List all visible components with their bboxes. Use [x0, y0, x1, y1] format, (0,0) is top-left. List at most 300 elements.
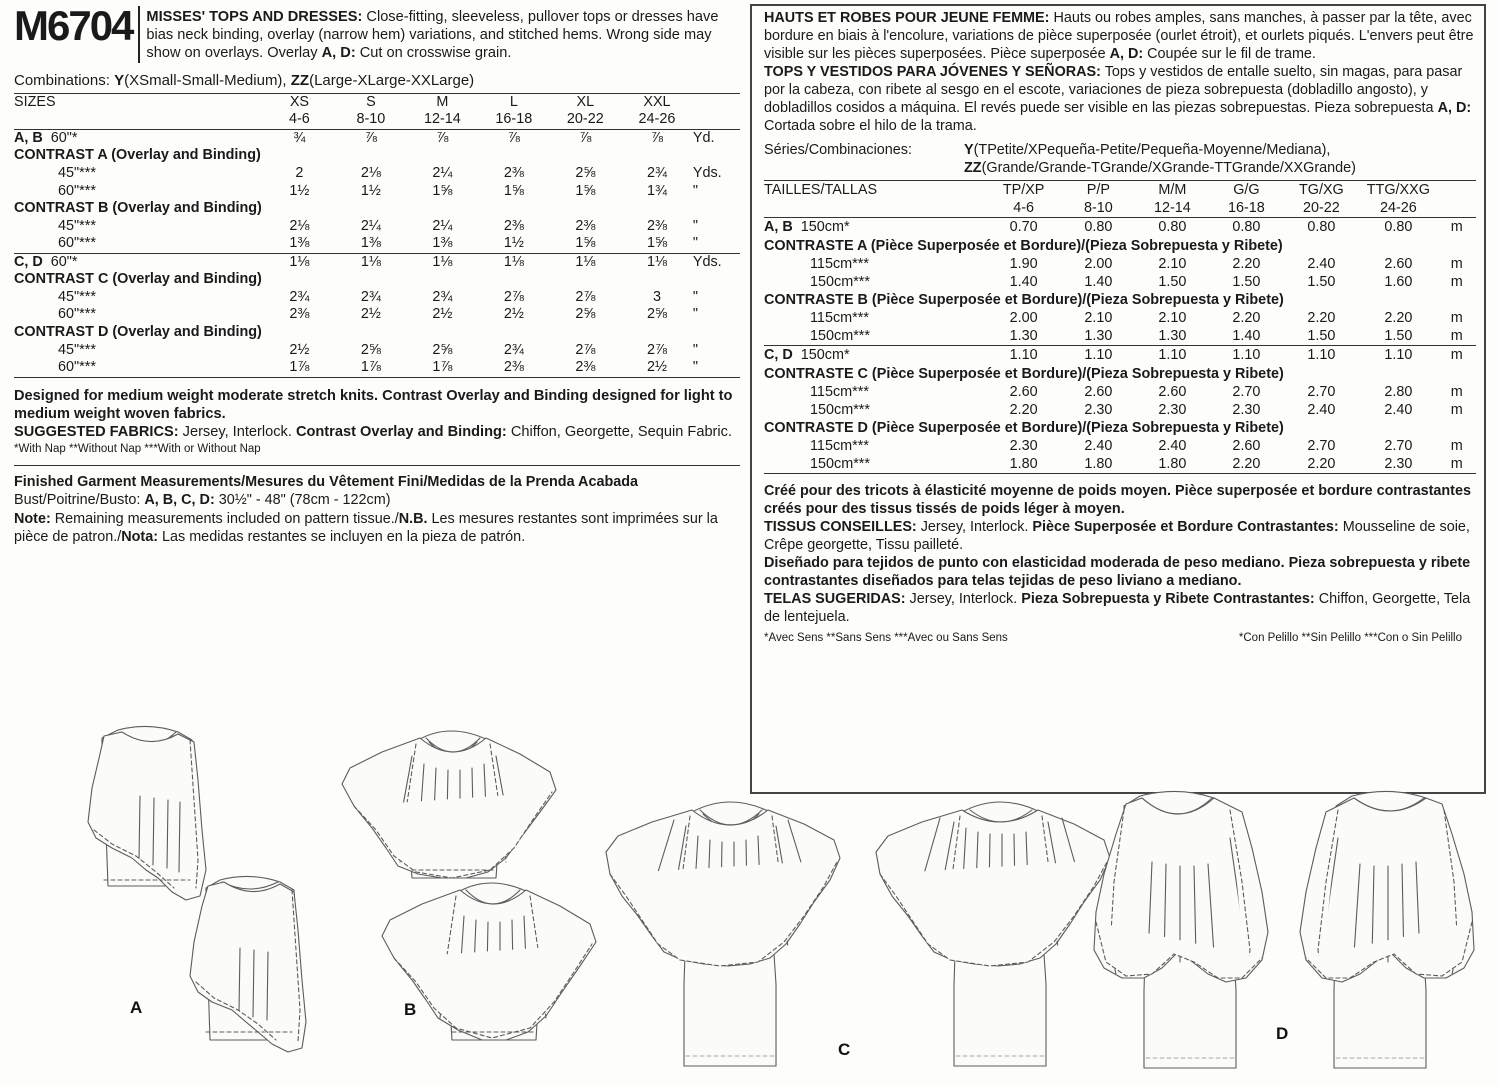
yardage-section-label: CONTRAST D (Overlay and Binding)	[14, 324, 262, 341]
yardage-unit-cell: m	[1437, 455, 1476, 474]
yardage-row-width: 150cm***	[810, 456, 870, 473]
contrast-fabrics-body-fr: Mousseline de soie, Crêpe georgette, Tissu pailleté.	[764, 519, 1470, 554]
yardage-unit-cell: "	[693, 359, 740, 377]
yardage-size-number: 8-10	[335, 111, 406, 129]
yardage-sizes-label: SIZES	[14, 93, 264, 111]
yardage-row-label	[764, 401, 986, 419]
yardage-cell: 1.10	[1061, 346, 1135, 365]
yardage-row-width: 115cm***	[810, 438, 869, 455]
yardage-cell: 0.80	[1232, 219, 1261, 236]
yardage-row-label	[14, 235, 264, 253]
yardage-row-label	[764, 327, 986, 346]
yardage-cell: 1.40	[1084, 273, 1113, 290]
contrast-fabrics-body-es: Chiffon, Georgette, Tela de lentejuela.	[764, 590, 1471, 625]
yardage-cell: 1⅝	[575, 235, 596, 252]
yardage-row-width: 60"***	[58, 359, 96, 376]
yardage-data-row	[14, 253, 740, 271]
pattern-number: M6704	[14, 2, 133, 49]
french-description	[764, 10, 1474, 135]
yardage-cell: 1.10	[1283, 346, 1359, 365]
yardage-unit-cell: m	[1450, 255, 1463, 272]
english-description-body: Close-fitting, sleeveless, pullover tops or dresses have bias neck binding, overlay (narrow hem) variations, and stitched hems. Wrong side may show on overlays. Overlay	[146, 9, 719, 62]
view-letter-b: B	[404, 1000, 417, 1019]
yardage-cell: 2⅛	[360, 164, 381, 181]
yardage-row-label	[14, 218, 264, 236]
metric-size-number-spacer	[764, 199, 986, 218]
yardage-cell: 1.10	[1209, 346, 1283, 365]
yardage-row-group: C, D	[14, 253, 51, 270]
yardage-cell: 2.20	[1384, 310, 1413, 327]
yardage-unit-cell: m	[1450, 383, 1463, 400]
yardage-cell: 2⅞	[575, 288, 596, 305]
yardage-section-label: CONTRASTE C (Pièce Superposée et Bordure)/(Pieza Sobrepuesta y Ribete)	[764, 365, 1284, 382]
yardage-data-row	[14, 342, 740, 360]
metric-unit-header	[1437, 181, 1476, 200]
yardage-row-group: A, B	[14, 129, 51, 146]
yardage-size-letter: XXL	[621, 93, 693, 111]
metric-size-number: 4-6	[986, 199, 1062, 218]
yardage-cell: ¾	[293, 129, 306, 146]
yardage-cell: 2⅜	[646, 217, 667, 234]
yardage-cell: 0.80	[1307, 219, 1336, 236]
yardage-data-row	[14, 289, 740, 307]
yardage-cell: 2½	[621, 359, 693, 377]
yardage-section-label: CONTRAST A (Overlay and Binding)	[14, 147, 261, 164]
yardage-unit-cell: "	[692, 217, 698, 234]
view-letter-c: C	[838, 1040, 851, 1059]
metric-table-header	[764, 181, 1476, 218]
suggested-fabrics-label-es: TELAS SUGERIDAS:	[764, 590, 906, 607]
yardage-unit-cell: Yds.	[692, 164, 722, 181]
metric-size-letter: M/M	[1135, 181, 1209, 200]
yardage-section-row	[14, 147, 740, 165]
finished-garment-measurements	[14, 473, 740, 546]
fgm-note-label-fr: N.B.	[398, 510, 428, 527]
yardage-cell: 1.80	[1061, 455, 1135, 474]
yardage-row-width: 45"***	[58, 217, 96, 234]
yardage-cell: 2.40	[1307, 255, 1336, 272]
yardage-row-width: 60"*	[50, 253, 78, 270]
yardage-cell: 2.30	[1084, 401, 1113, 418]
nap-legend-fr: *Avec Sens **Sans Sens ***Avec ou Sans Sens	[764, 631, 1008, 644]
yardage-unit-header	[693, 93, 740, 111]
yardage-row-label	[14, 359, 264, 377]
yardage-table-body	[14, 129, 740, 377]
yardage-cell: 2.30	[1009, 438, 1038, 455]
yardage-cell: 1⅝	[646, 235, 667, 252]
yardage-cell: 2.60	[1084, 383, 1113, 400]
english-description-title: MISSES' TOPS AND DRESSES:	[146, 9, 363, 25]
yardage-row-width: 115cm***	[810, 310, 869, 327]
yardage-cell: 1⅛	[264, 253, 335, 271]
yardage-cell: 2⅜	[503, 217, 524, 234]
combinations-line	[14, 72, 740, 89]
yardage-row-width: 45"***	[58, 164, 96, 181]
yardage-cell: 2.40	[1084, 438, 1113, 455]
yardage-unit-cell: m	[1450, 401, 1463, 418]
yardage-cell: 1.40	[1232, 328, 1261, 345]
yardage-section-row	[764, 291, 1476, 309]
spanish-description-title: TOPS Y VESTIDOS PARA JÓVENES Y SEÑORAS:	[764, 63, 1101, 80]
yardage-row-label	[764, 309, 986, 327]
yardage-size-number-spacer	[14, 111, 264, 129]
yardage-cell: 2.40	[1158, 438, 1187, 455]
yardage-row-label	[14, 342, 264, 360]
yardage-unit-cell: "	[692, 341, 698, 358]
yardage-row-group: A, B	[764, 219, 801, 236]
yardage-unit-spacer	[693, 111, 740, 129]
french-description-tail: Coupée sur le fil de trame.	[1143, 45, 1316, 62]
garment-illustration-view-c-front	[600, 784, 860, 1082]
garment-illustration-view-a	[40, 710, 340, 1060]
yardage-row-width: 150cm*	[800, 219, 850, 236]
yardage-data-row	[764, 437, 1476, 455]
spanish-description-tail: Cortada sobre el hilo de la trama.	[764, 117, 977, 134]
metric-size-number: 8-10	[1061, 199, 1135, 218]
yardage-cell: 2.30	[1158, 401, 1187, 418]
fgm-note-en: Remaining measurements included on pattern tissue./	[50, 510, 399, 527]
yardage-row-label	[14, 129, 264, 147]
yardage-cell: 2	[295, 164, 304, 181]
yardage-data-row	[764, 255, 1476, 273]
english-description	[138, 6, 740, 63]
yardage-cell: 2.60	[1009, 383, 1038, 400]
yardage-cell: 2.60	[1384, 255, 1413, 272]
yardage-cell: 2.70	[1307, 383, 1336, 400]
metric-unit-spacer	[1437, 199, 1476, 218]
series-label: Séries/Combinaciones:	[764, 142, 912, 159]
yardage-cell: 1⅞	[407, 359, 478, 377]
combination-zz-code: ZZ	[290, 71, 310, 89]
fabric-recommendations-en	[14, 387, 740, 457]
yardage-cell: 1⅝	[503, 182, 524, 199]
yardage-cell: 2.20	[1232, 310, 1261, 327]
yardage-cell: 1.80	[1135, 455, 1209, 474]
yardage-cell: ⅞	[507, 129, 520, 146]
spanish-description-body: Tops y vestidos de entalle suelto, sin magas, para pasar por la cabeza, con ribete al sesgo en el escote, variaciones de pieza sobrepuesta (dobladillo angosto), y dobladillos cosidos a máquina. El revés puede ser visible en las piezas sobrepuestas. Pieza sobrepuesta	[764, 63, 1463, 116]
yardage-section-row	[14, 324, 740, 342]
yardage-cell: 2⅝	[646, 306, 667, 323]
yardage-cell: 2.60	[1158, 383, 1187, 400]
yardage-cell: 2.70	[1384, 438, 1413, 455]
yardage-row-width: 115cm***	[810, 383, 869, 400]
yardage-data-row	[14, 218, 740, 236]
metric-size-letter-row	[764, 181, 1476, 200]
view-letter-d: D	[1276, 1024, 1289, 1043]
yardage-cell: 2⅜	[550, 359, 621, 377]
yardage-size-number: 20-22	[550, 111, 621, 129]
yardage-section-row	[764, 365, 1476, 383]
yardage-cell: 1⅝	[575, 182, 596, 199]
yardage-cell: 2⅞	[646, 341, 667, 358]
yardage-cell: 2⅝	[432, 341, 453, 358]
yardage-cell: 2⅝	[360, 341, 381, 358]
fgm-bust-value: 30½" - 48" (78cm - 122cm)	[214, 492, 391, 509]
yardage-cell: 2¾	[503, 341, 524, 358]
yardage-section-row	[14, 271, 740, 289]
yardage-cell: 2.20	[1209, 455, 1283, 474]
metric-size-number: 20-22	[1283, 199, 1359, 218]
yardage-size-letter: L	[478, 93, 549, 111]
yardage-row-label	[14, 183, 264, 201]
yardage-cell: 2.60	[1232, 438, 1261, 455]
fgm-note-es: Las medidas restantes se incluyen en la pieza de patrón.	[158, 528, 526, 545]
yardage-row-width: 150cm***	[810, 401, 870, 418]
yardage-size-letter: XS	[264, 93, 335, 111]
yardage-cell: 2½	[432, 306, 453, 323]
metric-size-letter: TTG/XXG	[1359, 181, 1437, 200]
yardage-table-metric	[764, 180, 1476, 474]
series-y-code: Y	[964, 142, 974, 159]
yardage-row-label	[764, 437, 986, 455]
suggested-fabrics-en	[14, 423, 740, 441]
yardage-cell: 2⅜	[503, 164, 524, 181]
yardage-data-row	[14, 183, 740, 201]
yardage-cell: 0.80	[1384, 219, 1413, 236]
yardage-data-row	[764, 218, 1476, 237]
yardage-data-row	[764, 383, 1476, 401]
nap-legend-row	[764, 631, 1474, 645]
yardage-cell: 2.80	[1384, 383, 1413, 400]
yardage-cell: 1⅝	[432, 182, 453, 199]
fgm-heading: Finished Garment Measurements/Mesures du Vêtement Fini/Medidas de la Prenda Acabada	[14, 474, 639, 491]
series-combinations-row	[764, 142, 1474, 178]
metric-size-number: 16-18	[1209, 199, 1283, 218]
combination-y-text: (XSmall-Small-Medium),	[124, 71, 291, 89]
yardage-data-row	[764, 455, 1476, 474]
yardage-cell: 1½	[360, 182, 381, 199]
yardage-cell: 2⅜	[575, 217, 596, 234]
yardage-cell: 2¼	[432, 164, 453, 181]
yardage-row-label	[764, 455, 986, 474]
yardage-section-row	[14, 200, 740, 218]
yardage-row-label	[14, 289, 264, 307]
yardage-cell: 2.30	[1359, 455, 1437, 474]
metric-size-number-row	[764, 199, 1476, 218]
suggested-fabrics-label-fr: TISSUS CONSEILLES:	[764, 519, 917, 536]
yardage-unit-cell: "	[692, 235, 698, 252]
yardage-unit-cell: "	[692, 288, 698, 305]
suggested-fabrics-body-en: Jersey, Interlock.	[178, 424, 296, 441]
garment-illustrations	[0, 700, 1500, 1086]
combination-y-code: Y	[114, 71, 125, 89]
combinations-label: Combinations:	[14, 71, 115, 89]
metric-size-letter: TG/XG	[1283, 181, 1359, 200]
yardage-row-width: 150cm***	[810, 273, 870, 290]
spanish-description-views: A, D:	[1437, 99, 1472, 116]
yardage-unit-cell: m	[1450, 310, 1463, 327]
yardage-row-width: 45"***	[58, 341, 96, 358]
yardage-row-width: 150cm*	[800, 347, 850, 364]
english-description-views: A, D:	[321, 45, 356, 62]
combination-zz-text: (Large-XLarge-XXLarge)	[309, 71, 475, 89]
metric-size-number: 12-14	[1135, 199, 1209, 218]
yardage-row-label	[764, 346, 986, 365]
yardage-cell: 2.00	[1084, 255, 1113, 272]
french-description-title: HAUTS ET ROBES POUR JEUNE FEMME:	[764, 10, 1050, 26]
designed-for-text-fr: Créé pour des tricots à élasticité moyenne de poids moyen. Pièce superposée et bordure contrastantes créés pour des tissus tissés de poids léger à moyen.	[764, 483, 1471, 518]
yardage-cell: 1.10	[1135, 346, 1209, 365]
yardage-cell: 2¾	[646, 164, 667, 181]
yardage-cell: 1.10	[1359, 346, 1437, 365]
metric-size-letter: TP/XP	[986, 181, 1062, 200]
yardage-size-number: 4-6	[264, 111, 335, 129]
yardage-cell: 2.20	[1009, 401, 1038, 418]
suggested-fabrics-body-es: Jersey, Interlock.	[905, 590, 1022, 607]
yardage-section-label: CONTRASTE B (Pièce Superposée et Bordure)/(Pieza Sobrepuesta y Ribete)	[764, 292, 1284, 309]
yardage-cell: 1.90	[1009, 255, 1038, 272]
yardage-row-width: 45"***	[58, 288, 96, 305]
yardage-cell: 0.80	[1084, 219, 1113, 236]
yardage-cell: 1.60	[1384, 273, 1413, 290]
yardage-cell: 2⅞	[575, 341, 596, 358]
metric-size-letter: G/G	[1209, 181, 1283, 200]
yardage-data-row	[14, 235, 740, 253]
yardage-row-width: 115cm***	[810, 255, 869, 272]
suggested-fabrics-es	[764, 591, 1474, 627]
contrast-fabrics-body-en: Chiffon, Georgette, Sequin Fabric.	[506, 424, 733, 441]
series-zz-code: ZZ	[964, 160, 982, 177]
yardage-cell: 1⅞	[335, 359, 406, 377]
yardage-cell: 2.20	[1307, 310, 1336, 327]
suggested-fabrics-body-fr: Jersey, Interlock.	[916, 519, 1033, 536]
nap-legend-en: *With Nap **Without Nap ***With or Without Nap	[14, 442, 261, 455]
view-letter-a: A	[130, 998, 143, 1017]
yardage-cell: 1.40	[1009, 273, 1038, 290]
yardage-cell: 1.80	[986, 455, 1062, 474]
yardage-cell: 1½	[503, 235, 524, 252]
yardage-cell: 1⅜	[289, 235, 310, 252]
yardage-unit-cell: Yd.	[692, 129, 715, 146]
yardage-row-width: 60"***	[58, 306, 96, 323]
designed-for-text-es: Diseñado para tejidos de punto con elasticidad moderada de peso mediano. Pieza sobrepuesta y ribete contrastantes diseñados para telas tejidas de peso liviano a mediano.	[764, 555, 1471, 590]
yardage-data-row	[14, 129, 740, 147]
yardage-size-letter: M	[407, 93, 478, 111]
yardage-unit-cell: m	[1437, 346, 1476, 365]
yardage-cell: 0.80	[1158, 219, 1187, 236]
contrast-fabrics-label-en: Contrast Overlay and Binding:	[295, 424, 507, 441]
yardage-cell: 2½	[503, 306, 524, 323]
yardage-cell: 1.50	[1158, 273, 1187, 290]
yardage-unit-cell: m	[1450, 273, 1463, 290]
yardage-cell: 1¾	[646, 182, 667, 199]
yardage-unit-cell: Yds.	[693, 253, 740, 271]
yardage-cell: 2½	[360, 306, 381, 323]
metric-table-body	[764, 218, 1476, 474]
garment-illustration-view-b	[320, 710, 620, 1060]
yardage-data-row	[764, 273, 1476, 291]
yardage-row-label	[764, 273, 986, 291]
yardage-cell: 2.20	[1232, 255, 1261, 272]
yardage-cell: 2⅜	[289, 306, 310, 323]
left-divider-rule	[14, 465, 740, 466]
garment-illustration-view-d-front	[1090, 782, 1300, 1082]
yardage-cell: 1.30	[1009, 328, 1038, 345]
yardage-size-letter: S	[335, 93, 406, 111]
yardage-cell: 1⅛	[335, 253, 406, 271]
yardage-size-number-row	[14, 111, 740, 129]
yardage-cell: 2.70	[1232, 383, 1261, 400]
yardage-data-row	[14, 359, 740, 377]
yardage-cell: 1½	[289, 182, 310, 199]
series-values	[964, 142, 1474, 178]
yardage-cell: 2.10	[1084, 310, 1113, 327]
english-description-tail: Cut on crosswise grain.	[355, 45, 512, 62]
yardage-cell: 2.30	[1232, 401, 1261, 418]
yardage-cell: 2.70	[1307, 438, 1336, 455]
yardage-cell: 1⅛	[407, 253, 478, 271]
yardage-cell: 2¼	[432, 217, 453, 234]
yardage-data-row	[764, 401, 1476, 419]
yardage-cell: 2.40	[1307, 401, 1336, 418]
yardage-cell: 1.50	[1307, 273, 1336, 290]
yardage-unit-cell: m	[1450, 219, 1463, 236]
yardage-data-row	[764, 327, 1476, 346]
fgm-note-fr: Les mesures restantes sont imprimées sur la pièce de patron./	[14, 510, 718, 545]
suggested-fabrics-fr	[764, 519, 1474, 555]
yardage-row-width: 150cm***	[810, 328, 870, 345]
headline-row	[14, 2, 740, 63]
yardage-cell: 1⅞	[264, 359, 335, 377]
yardage-cell: 2.00	[1009, 310, 1038, 327]
yardage-cell: 2⅝	[575, 306, 596, 323]
yardage-unit-cell: "	[692, 182, 698, 199]
yardage-cell: ⅞	[650, 129, 663, 146]
fgm-bust-line	[14, 491, 740, 509]
yardage-cell: 1⅜	[360, 235, 381, 252]
yardage-cell: ⅞	[579, 129, 592, 146]
yardage-cell: 2⅞	[503, 288, 524, 305]
yardage-size-letter: XL	[550, 93, 621, 111]
yardage-data-row	[14, 306, 740, 324]
yardage-cell: 1.30	[1158, 328, 1187, 345]
yardage-size-number: 16-18	[478, 111, 549, 129]
fabric-recommendations-fr-es	[764, 483, 1474, 645]
yardage-row-label	[764, 383, 986, 401]
yardage-cell: 2¾	[289, 288, 310, 305]
spanish-description-paragraph	[764, 64, 1474, 136]
yardage-cell: 2¾	[432, 288, 453, 305]
fgm-note-line	[14, 510, 740, 546]
yardage-cell: 2.20	[1283, 455, 1359, 474]
yardage-cell: 1.50	[1232, 273, 1261, 290]
yardage-cell: 2⅝	[575, 164, 596, 181]
fgm-bust-label: Bust/Poitrine/Busto:	[14, 492, 145, 509]
nap-legend-es: *Con Pelillo **Sin Pelillo ***Con o Sin Pelillo	[1238, 631, 1462, 644]
french-description-paragraph	[764, 10, 1474, 64]
yardage-size-letter-row	[14, 93, 740, 111]
yardage-cell: 1.50	[1384, 328, 1413, 345]
fgm-note-label-es: Nota:	[121, 528, 158, 545]
fgm-bust-views: A, B, C, D:	[144, 492, 215, 509]
yardage-cell: 2.10	[1158, 255, 1187, 272]
yardage-cell: 1.50	[1307, 328, 1336, 345]
yardage-cell: 3	[652, 288, 661, 305]
yardage-cell: 2⅜	[478, 359, 549, 377]
yardage-cell: 2.40	[1384, 401, 1413, 418]
yardage-section-label: CONTRASTE A (Pièce Superposée et Bordure)/(Pieza Sobrepuesta y Ribete)	[764, 237, 1283, 254]
yardage-section-row	[764, 237, 1476, 255]
french-description-views: A, D:	[1109, 45, 1144, 62]
fgm-note-label-en: Note:	[14, 510, 51, 527]
yardage-data-row	[14, 165, 740, 183]
yardage-row-label	[14, 306, 264, 324]
yardage-row-width: 60"***	[58, 235, 96, 252]
yardage-section-label: CONTRASTE D (Pièce Superposée et Bordure)/(Pieza Sobrepuesta y Ribete)	[764, 420, 1284, 436]
yardage-data-row	[764, 309, 1476, 327]
suggested-fabrics-label-en: SUGGESTED FABRICS:	[14, 424, 179, 441]
metric-size-letter: P/P	[1061, 181, 1135, 200]
